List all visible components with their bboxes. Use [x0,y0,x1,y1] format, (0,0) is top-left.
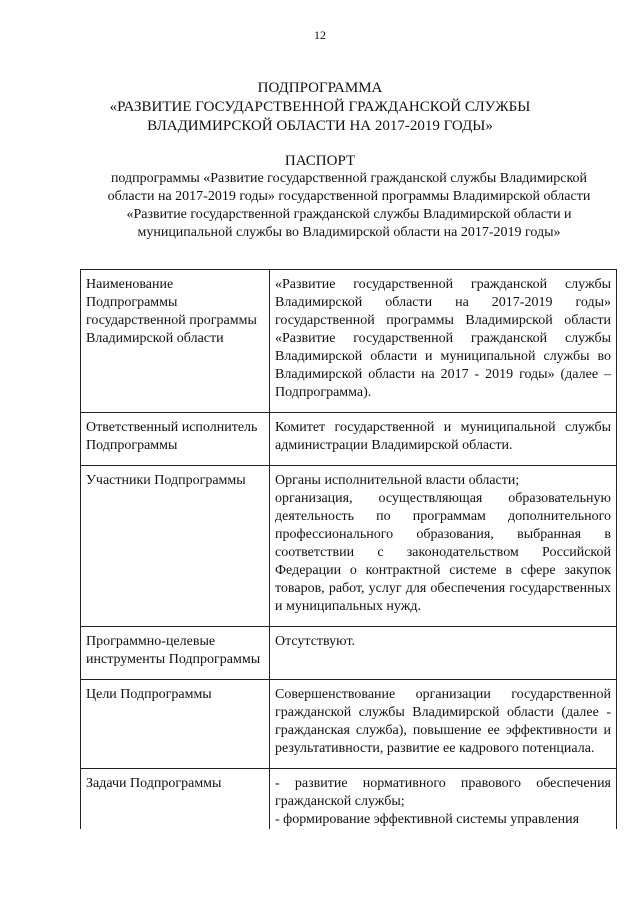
passport-row-goals [81,680,617,769]
passport-row-name [81,270,617,413]
passport-heading: ПАСПОРТ [284,153,356,169]
passport-subtitle [84,170,614,242]
row-value-tasks [270,769,617,830]
title-line-1: ПОДПРОГРАММА [257,80,383,96]
passport-table [80,269,617,829]
passport-row-instruments [81,627,617,680]
row-value-participants [270,466,617,627]
subtitle-line-4: муниципальной службы во Владимирской области на 2017-2019 годы» [137,225,561,240]
row-label-name: Наименование Подпрограммы государственной программы Владимирской области [81,270,270,413]
row-label-participants: Участники Подпрограммы [81,466,270,627]
participants-line-1: Органы исполнительной власти области; [275,473,520,488]
row-value-goals: Совершенствование организации государственной гражданской службы Владимирской области (далее - гражданская служба), повышение ее эффективности и результативности, развитие ее кадрового потенциала. [270,680,617,769]
row-value-executor: Комитет государственной и муниципальной службы администрации Владимирской области. [270,413,617,466]
subtitle-line-3: «Развитие государственной гражданской службы Владимирской области и [126,207,572,222]
title-line-3: ВЛАДИМИРСКОЙ ОБЛАСТИ НА 2017-2019 ГОДЫ» [147,118,493,134]
subprogram-title [0,79,640,136]
row-label-tasks: Задачи Подпрограммы [81,769,270,830]
row-label-goals: Цели Подпрограммы [81,680,270,769]
row-label-executor: Ответственный исполнитель Подпрограммы [81,413,270,466]
tasks-line-1: - развитие нормативного правового обеспечения гражданской службы; [275,776,611,809]
passport-row-tasks [81,769,617,830]
participants-line-2: организация, осуществляющая образовательную деятельность по программам дополнительного профессионального образования, выбранная в соответствии с законодательством Российской Федерации о контрактной системе в сфере закупок товаров, работ, услуг для обеспечения государственных и муниципальных нужд. [275,491,611,614]
passport-row-executor [81,413,617,466]
row-value-instruments: Отсутствуют. [270,627,617,680]
subtitle-line-2: области на 2017-2019 годы» государственной программы Владимирской области [107,189,591,204]
subtitle-line-1: подпрограммы «Развитие государственной гражданской службы Владимирской [110,171,588,186]
tasks-line-2: - формирование эффективной системы управления [275,812,580,827]
row-label-instruments: Программно-целевые инструменты Подпрограммы [81,627,270,680]
page-number: 12 [314,28,326,42]
row-value-name: «Развитие государственной гражданской службы Владимирской области на 2017-2019 годы» государственной программы Владимирской области «Развитие государственной гражданской службы Владимирской области и муниципальной службы во Владимирской области на 2017 - 2019 годы» (далее – Подпрограмма). [270,270,617,413]
passport-row-participants [81,466,617,627]
title-line-2: «РАЗВИТИЕ ГОСУДАРСТВЕННОЙ ГРАЖДАНСКОЙ СЛУЖБЫ [109,99,531,115]
